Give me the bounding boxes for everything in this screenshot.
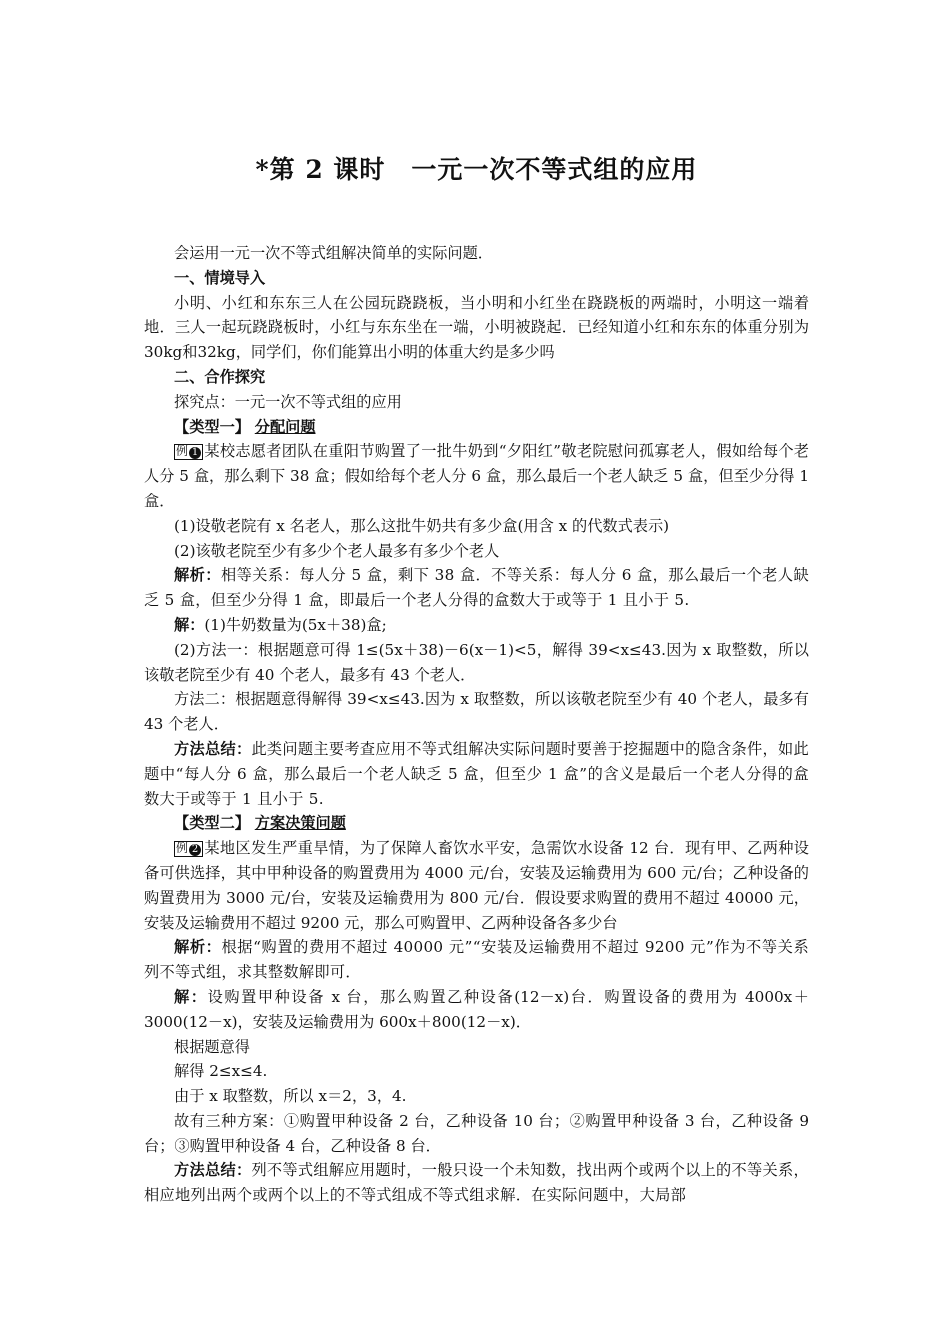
section-heading-intro: 一、情境导入 — [174, 268, 266, 287]
type1-title: 分配问题 — [254, 417, 316, 436]
example1-q1: (1)设敬老院有 x 名老人，那么这批牛奶共有多少盒(用含 x 的代数式表示) — [174, 516, 670, 535]
example2-solution-3: 解得 2≤x≤4. — [174, 1062, 268, 1081]
page-title: *第 2 课时 一元一次不等式组的应用 — [255, 155, 698, 184]
type2-tag: 【类型二】 — [174, 814, 250, 833]
example1-text: 某校志愿者团队在重阳节购置了一批牛奶到“夕阳红”敬老院慰问孤寡老人，假如给每个老人分 5 盒，那么剩下 38 盒；假如给每个老人分 6 盒，那么最后一个老人缺乏 5 盒，但至少分得 1 盒． — [144, 442, 809, 510]
type2-title: 方案决策问题 — [254, 814, 346, 833]
solution-label: 解： — [174, 987, 208, 1006]
solution-text: 设购置甲种设备 x 台，那么购置乙种设备(12－x)台．购置设备的费用为 4000x＋3000(12－x)，安装及运输费用为 600x＋800(12－x)． — [144, 987, 809, 1031]
type1-tag: 【类型一】 — [174, 417, 250, 436]
summary-text: 此类问题主要考查应用不等式组解决实际问题时要善于挖掘题中的隐含条件，如此题中“每人分 6 盒，那么最后一个老人缺乏 5 盒，但至少 1 盒”的含义是最后一个老人分得的盒数大于或等于 1 且小于 5. — [144, 739, 809, 808]
example1-question — [144, 439, 809, 513]
example1-solution-1 — [144, 613, 809, 638]
summary-label: 方法总结： — [174, 1161, 252, 1180]
example1-analysis — [144, 563, 809, 613]
example2-solution-1 — [144, 985, 809, 1035]
analysis-label: 解析： — [174, 938, 222, 957]
example2-text: 某地区发生严重旱情，为了保障人畜饮水平安，急需饮水设备 12 台．现有甲、乙两种设备可供选择，其中甲种设备的购置费用为 4000 元/台，安装及运输费用为 600 元/台；乙种设备的购置费用为 3000 元/台，安装及运输费用为 800 元/台．假设要求购置的费用不超过 40000 元，安装及运输费用不超过 9200 元，那么可购置甲、乙两种设备各多少台 — [144, 839, 809, 932]
type1-heading — [144, 415, 809, 440]
example1-summary — [144, 737, 809, 811]
intro-paragraph: 小明、小红和东东三人在公园玩跷跷板，当小明和小红坐在跷跷板的两端时，小明这一端着地．三人一起玩跷跷板时，小红与东东坐在一端，小明被跷起．已经知道小红和东东的体重分别为30kg和32kg，同学们，你们能算出小明的体重大约是多少吗 — [144, 293, 809, 362]
example1-q2: (2)该敬老院至少有多少个老人最多有多少个老人 — [174, 541, 500, 560]
analysis-text: 相等关系：每人分 5 盒，剩下 38 盒．不等关系：每人分 6 盒，那么最后一个老人缺乏 5 盒，但至少分得 1 盒，即最后一个老人分得的盒数大于或等于 1 且小于 5. — [144, 566, 809, 610]
solution-label: 解： — [174, 615, 205, 634]
summary-text: 列不等式组解应用题时，一般只设一个未知数，找出两个或两个以上的不等关系，相应地列出两个或两个以上的不等式组成不等式组求解．在实际问题中，大局部 — [144, 1161, 809, 1205]
example2-question — [144, 836, 809, 935]
example-badge: 例 1 — [174, 444, 203, 460]
analysis-text: 根据“购置的费用不超过 40000 元”“安装及运输费用不超过 9200 元”作为不等关系列不等式组，求其整数解即可． — [144, 938, 809, 982]
analysis-label: 解析： — [174, 566, 221, 585]
section-heading-explore: 二、合作探究 — [174, 367, 266, 386]
example2-summary — [144, 1158, 809, 1208]
example1-solution-3: 方法二：根据题意得解得 39<x≤43.因为 x 取整数，所以该敬老院至少有 40 个老人，最多有 43 个老人． — [144, 690, 809, 734]
example2-solution-2: 根据题意得 — [174, 1037, 250, 1056]
solution-text: (1)牛奶数量为(5x＋38)盒; — [204, 615, 387, 634]
example-badge: 例 2 — [174, 841, 203, 857]
objective: 会运用一元一次不等式组解决简单的实际问题． — [174, 244, 493, 262]
explore-point: 探究点：一元一次不等式组的应用 — [174, 392, 402, 411]
type2-heading — [144, 811, 809, 836]
example1-solution-2: (2)方法一：根据题意可得 1≤(5x＋38)－6(x－1)<5，解得 39<x≤43.因为 x 取整数，所以该敬老院至少有 40 个老人，最多有 43 个老人． — [144, 640, 809, 684]
summary-label: 方法总结： — [174, 739, 252, 758]
example2-solution-4: 由于 x 取整数，所以 x＝2，3，4. — [174, 1087, 407, 1106]
example2-solution-5: 故有三种方案：①购置甲种设备 2 台，乙种设备 10 台；②购置甲种设备 3 台，乙种设备 9 台；③购置甲种设备 4 台，乙种设备 8 台． — [144, 1111, 809, 1155]
example2-analysis — [144, 935, 809, 985]
document-page — [144, 150, 809, 1208]
